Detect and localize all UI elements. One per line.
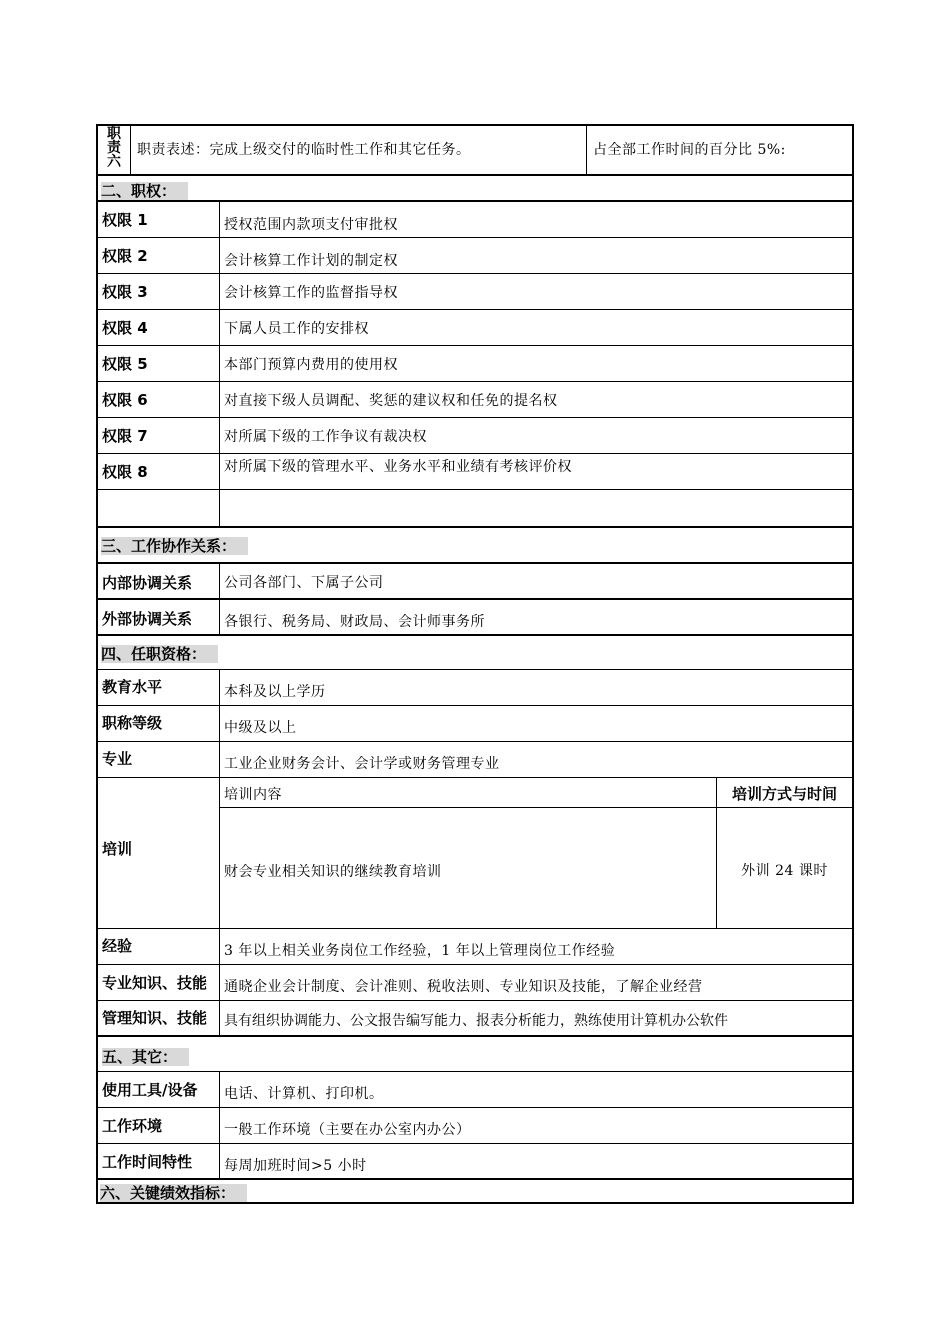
training-detail xyxy=(219,778,852,928)
authority-label: 权限 4 xyxy=(102,319,148,337)
authority-label: 权限 1 xyxy=(102,211,148,229)
other-header-text: 五、其它： xyxy=(102,1048,189,1066)
management-skill-row xyxy=(96,1001,854,1037)
authority-value: 对直接下级人员调配、奖惩的建议权和任免的提名权 xyxy=(219,382,852,417)
external-coordination-row xyxy=(96,600,854,636)
empty-cell xyxy=(98,490,219,526)
authority-value: 会计核算工作的监督指导权 xyxy=(219,274,852,309)
work-time-label: 工作时间特性 xyxy=(102,1153,193,1171)
qualification-section-header xyxy=(96,636,854,670)
authority-value: 对所属下级的工作争议有裁决权 xyxy=(219,418,852,453)
authority-label: 权限 3 xyxy=(102,283,148,301)
authority-label: 权限 7 xyxy=(102,427,148,445)
authority-value: 下属人员工作的安排权 xyxy=(219,310,852,345)
training-method-header: 培训方式与时间 xyxy=(716,778,852,807)
training-header-row xyxy=(220,778,852,808)
management-skill-value: 具有组织协调能力、公文报告编写能力、报表分析能力，熟练使用计算机办公软件 xyxy=(219,1001,852,1035)
environment-value: 一般工作环境（主要在办公室内办公） xyxy=(219,1108,852,1143)
internal-coordination-row xyxy=(96,564,854,600)
professional-skill-label: 专业知识、技能 xyxy=(102,974,208,992)
title-level-row xyxy=(96,706,854,742)
training-method: 外训 24 课时 xyxy=(716,807,852,928)
duty-6-label xyxy=(98,126,130,174)
empty-cell xyxy=(219,490,852,526)
authority-label: 权限 8 xyxy=(102,463,148,481)
training-content-header: 培训内容 xyxy=(224,787,282,803)
training-row xyxy=(96,778,854,929)
duty-6-description: 职责表述：完成上级交付的临时性工作和其它任务。 xyxy=(130,126,586,174)
authority-label: 权限 6 xyxy=(102,391,148,409)
tools-value: 电话、计算机、打印机。 xyxy=(219,1072,852,1107)
authority-row-7 xyxy=(96,418,854,454)
authority-row-8 xyxy=(96,454,854,490)
education-label: 教育水平 xyxy=(102,678,163,696)
authority-row-6 xyxy=(96,382,854,418)
experience-value: 3 年以上相关业务岗位工作经验，1 年以上管理岗位工作经验 xyxy=(219,929,852,964)
authority-row-5 xyxy=(96,346,854,382)
authority-label: 权限 2 xyxy=(102,247,148,265)
authority-value: 会计核算工作计划的制定权 xyxy=(219,238,852,273)
other-section-header xyxy=(96,1037,854,1072)
duty-6-percent: 占全部工作时间的百分比 5%: xyxy=(586,126,852,174)
professional-skill-row xyxy=(96,965,854,1001)
professional-skill-value: 通晓企业会计制度、会计准则、税收法则、专业知识及技能，了解企业经营 xyxy=(219,965,852,1000)
title-level-label: 职称等级 xyxy=(102,714,163,732)
authority-row-4 xyxy=(96,310,854,346)
major-row xyxy=(96,742,854,778)
major-label: 专业 xyxy=(102,750,133,768)
external-coordination-label: 外部协调关系 xyxy=(102,610,193,628)
education-value: 本科及以上学历 xyxy=(219,670,852,705)
duty-6-label-text: 职责六 xyxy=(107,126,121,170)
training-content: 财会专业相关知识的继续教育培训 xyxy=(224,864,442,880)
experience-row xyxy=(96,929,854,965)
cooperation-section-header xyxy=(96,528,854,564)
management-skill-label: 管理知识、技能 xyxy=(102,1009,208,1027)
environment-label: 工作环境 xyxy=(102,1117,163,1135)
work-time-value: 每周加班时间>5 小时 xyxy=(219,1144,852,1178)
internal-coordination-label: 内部协调关系 xyxy=(102,574,193,592)
tools-label: 使用工具/设备 xyxy=(102,1081,198,1099)
work-time-row xyxy=(96,1144,854,1180)
authority-row-3 xyxy=(96,274,854,310)
authority-section-header xyxy=(96,176,854,202)
authority-value: 本部门预算内费用的使用权 xyxy=(219,346,852,381)
experience-label: 经验 xyxy=(102,937,133,955)
internal-coordination-value: 公司各部门、下属子公司 xyxy=(219,564,852,598)
authority-value: 授权范围内款项支付审批权 xyxy=(219,202,852,237)
kpi-header-text: 六、关键绩效指标： xyxy=(100,1184,247,1202)
authority-row-1 xyxy=(96,202,854,238)
authority-label: 权限 5 xyxy=(102,355,148,373)
major-value: 工业企业财务会计、会计学或财务管理专业 xyxy=(219,742,852,777)
title-level-value: 中级及以上 xyxy=(219,706,852,741)
environment-row xyxy=(96,1108,854,1144)
job-description-table xyxy=(96,124,854,1204)
authority-value: 对所属下级的管理水平、业务水平和业绩有考核评价权 xyxy=(219,454,852,489)
authority-empty-row xyxy=(96,490,854,528)
external-coordination-value: 各银行、税务局、财政局、会计师事务所 xyxy=(219,600,852,634)
cooperation-header-text: 三、工作协作关系： xyxy=(101,537,248,555)
education-row xyxy=(96,670,854,706)
tools-row xyxy=(96,1072,854,1108)
authority-row-2 xyxy=(96,238,854,274)
duty-6-row xyxy=(96,124,854,176)
qualification-header-text: 四、任职资格： xyxy=(101,645,218,663)
training-label: 培训 xyxy=(102,840,133,858)
kpi-section-header xyxy=(96,1180,854,1204)
authority-header-text: 二、职权： xyxy=(101,182,188,200)
